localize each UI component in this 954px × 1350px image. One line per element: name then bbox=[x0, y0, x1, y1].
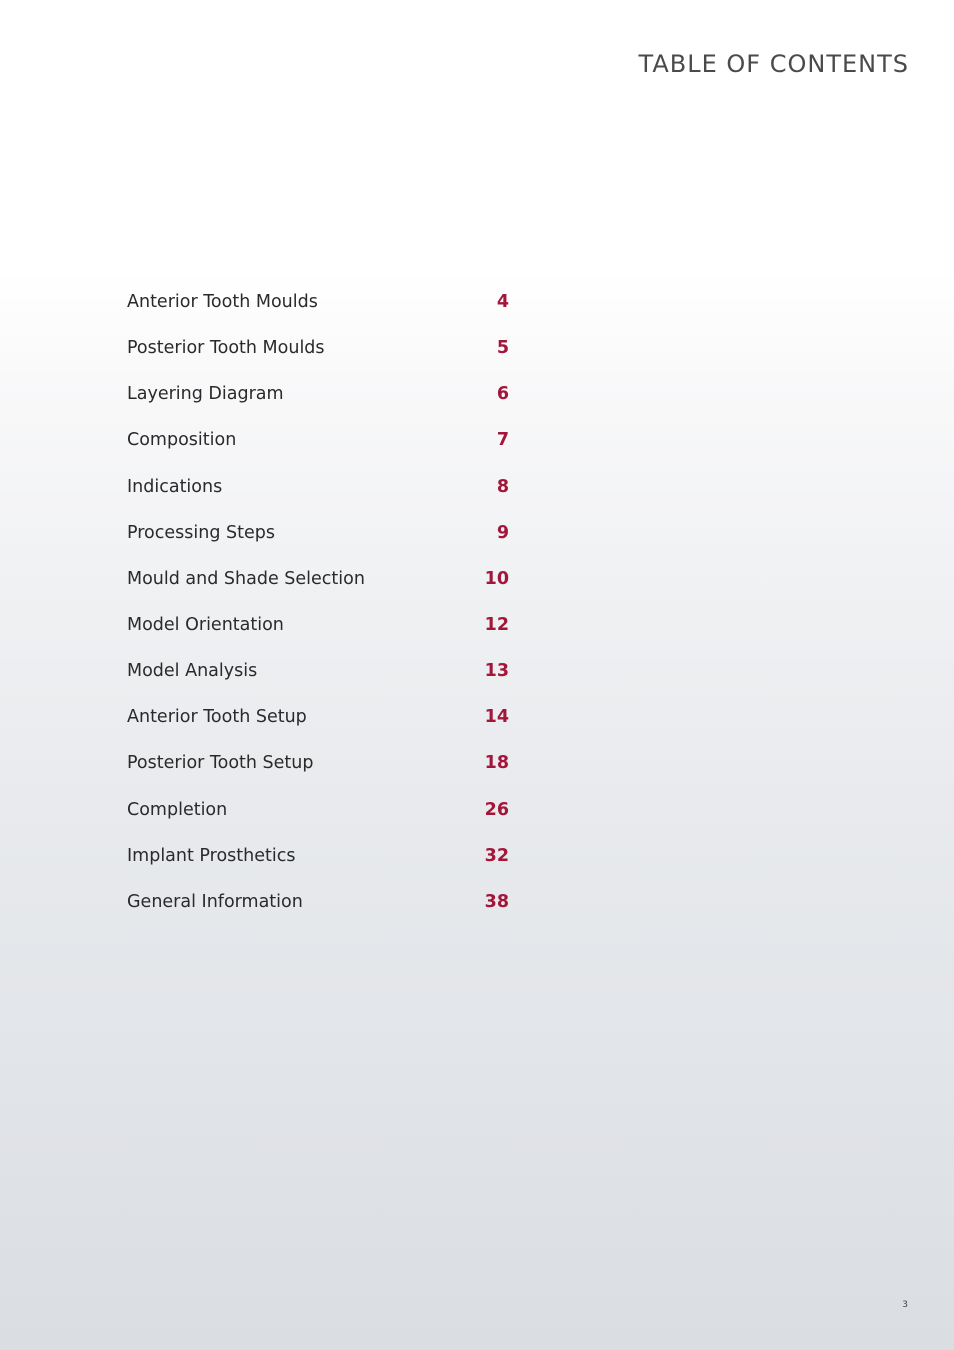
toc-entry[interactable] bbox=[127, 841, 509, 887]
toc-entry[interactable] bbox=[127, 702, 509, 748]
toc-entry-label: Mould and Shade Selection bbox=[127, 568, 365, 589]
toc-entry-page: 6 bbox=[496, 384, 509, 405]
toc-entry[interactable] bbox=[127, 425, 509, 471]
toc-entry-label: Indications bbox=[127, 476, 223, 497]
toc-entry[interactable] bbox=[127, 748, 509, 794]
toc-entry-label: Processing Steps bbox=[127, 522, 275, 543]
toc-entry[interactable] bbox=[127, 795, 509, 841]
toc-entry-page: 10 bbox=[484, 568, 509, 589]
toc-entry-label: Posterior Tooth Moulds bbox=[127, 338, 325, 359]
toc-entry-page: 13 bbox=[484, 661, 509, 682]
toc-entry[interactable] bbox=[127, 287, 509, 333]
toc-entry-label: Layering Diagram bbox=[127, 384, 284, 405]
toc-entry-label: Completion bbox=[127, 799, 228, 820]
toc-entry-page: 4 bbox=[496, 292, 509, 312]
toc-entry-page: 26 bbox=[484, 799, 509, 820]
toc-entry-label: Anterior Tooth Setup bbox=[127, 707, 307, 728]
toc-entry-label: Model Orientation bbox=[127, 614, 284, 635]
toc-entry-page: 18 bbox=[484, 753, 509, 774]
toc-entry[interactable] bbox=[127, 472, 509, 518]
toc-entry-page: 9 bbox=[496, 522, 509, 543]
toc-entry-page: 7 bbox=[496, 430, 509, 451]
toc-entry[interactable] bbox=[127, 610, 509, 656]
toc-entry[interactable] bbox=[127, 656, 509, 702]
toc-entry[interactable] bbox=[127, 887, 509, 933]
toc-entry-page: 12 bbox=[484, 614, 509, 635]
toc-entry[interactable] bbox=[127, 333, 509, 379]
toc-entry-label: Anterior Tooth Moulds bbox=[127, 292, 318, 312]
toc-entry-page: 8 bbox=[496, 476, 509, 497]
table-of-contents bbox=[127, 287, 509, 933]
page-title: TABLE OF CONTENTS bbox=[638, 50, 909, 78]
toc-entry[interactable] bbox=[127, 518, 509, 564]
toc-entry[interactable] bbox=[127, 379, 509, 425]
toc-entry-label: General Information bbox=[127, 891, 303, 912]
page-number: 3 bbox=[902, 1300, 908, 1310]
toc-entry-page: 5 bbox=[496, 338, 509, 359]
toc-entry-label: Implant Prosthetics bbox=[127, 845, 296, 866]
toc-entry-label: Composition bbox=[127, 430, 237, 451]
toc-entry-label: Model Analysis bbox=[127, 661, 258, 682]
toc-entry-page: 38 bbox=[484, 891, 509, 912]
toc-entry-label: Posterior Tooth Setup bbox=[127, 753, 314, 774]
toc-entry[interactable] bbox=[127, 564, 509, 610]
toc-entry-page: 32 bbox=[484, 845, 509, 866]
toc-entry-page: 14 bbox=[484, 707, 509, 728]
